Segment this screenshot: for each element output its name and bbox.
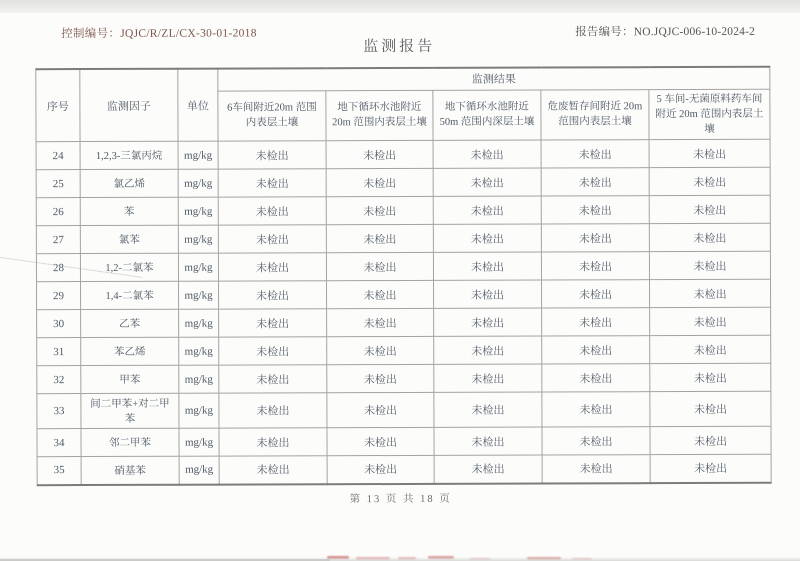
column-header-results-group: 监测结果 <box>218 67 770 91</box>
row-factor: 甲苯 <box>81 365 179 393</box>
row-unit: mg/kg <box>178 197 218 225</box>
result-cell: 未检出 <box>649 279 770 307</box>
result-cell: 未检出 <box>541 224 649 252</box>
result-cell: 未检出 <box>327 337 434 365</box>
result-cell: 未检出 <box>650 454 771 482</box>
table-row <box>37 426 771 456</box>
row-unit: mg/kg <box>178 253 218 281</box>
result-cell: 未检出 <box>649 139 770 167</box>
result-cell: 未检出 <box>649 223 770 251</box>
result-cell: 未检出 <box>326 169 433 197</box>
result-cell: 未检出 <box>219 281 327 309</box>
row-unit: mg/kg <box>178 169 218 197</box>
row-unit: mg/kg <box>179 337 219 365</box>
result-cell: 未检出 <box>542 455 650 483</box>
column-header-result-3: 地下循环水池附近 50m 范围内深层土壤 <box>433 90 541 141</box>
result-cell: 未检出 <box>542 364 650 392</box>
table-row <box>36 195 770 225</box>
result-cell: 未检出 <box>649 195 770 223</box>
table-row <box>37 363 771 393</box>
row-seq: 31 <box>37 338 81 366</box>
result-cell: 未检出 <box>327 428 434 456</box>
result-cell: 未检出 <box>433 252 541 280</box>
row-unit: mg/kg <box>179 456 219 484</box>
result-cell: 未检出 <box>650 335 771 363</box>
result-cell: 未检出 <box>218 225 326 253</box>
row-seq: 29 <box>37 282 81 310</box>
result-cell: 未检出 <box>434 308 542 336</box>
result-cell: 未检出 <box>326 141 433 169</box>
table-row <box>36 167 770 197</box>
page-number-indicator: 第 13 页 共 18 页 <box>349 493 452 506</box>
result-cell: 未检出 <box>327 309 434 337</box>
result-cell: 未检出 <box>326 253 433 281</box>
column-header-unit: 单位 <box>178 69 218 142</box>
table-row <box>37 391 771 428</box>
monitoring-results-table <box>35 66 771 486</box>
column-header-result-1: 6车间附近20m 范围内表层土壤 <box>218 90 326 141</box>
table-header-group-row <box>36 67 770 91</box>
result-cell: 未检出 <box>218 169 326 197</box>
result-cell: 未检出 <box>434 427 542 455</box>
result-cell: 未检出 <box>433 140 541 168</box>
row-seq: 35 <box>37 457 81 485</box>
result-cell: 未检出 <box>650 391 771 426</box>
row-factor: 邻二甲苯 <box>81 428 179 456</box>
control-number-value: JQJC/R/ZL/CX-30-01-2018 <box>120 27 257 40</box>
result-cell: 未检出 <box>542 427 650 455</box>
row-factor: 苯 <box>80 197 178 225</box>
result-cell: 未检出 <box>327 365 434 393</box>
table-row <box>36 223 770 253</box>
result-cell: 未检出 <box>649 251 770 279</box>
row-unit: mg/kg <box>178 141 218 169</box>
table-row <box>37 307 771 337</box>
table-row <box>36 251 770 281</box>
result-cell: 未检出 <box>219 456 327 484</box>
column-header-result-4: 危废暂存间附近 20m 范围内表层土壤 <box>541 89 649 140</box>
result-cell: 未检出 <box>327 393 434 428</box>
row-seq: 34 <box>37 429 81 457</box>
result-cell: 未检出 <box>327 456 434 484</box>
result-cell: 未检出 <box>541 280 649 308</box>
result-cell: 未检出 <box>541 140 649 168</box>
column-header-seq: 序号 <box>36 69 80 142</box>
result-cell: 未检出 <box>219 428 327 456</box>
result-cell: 未检出 <box>650 426 771 454</box>
result-cell: 未检出 <box>218 197 326 225</box>
result-cell: 未检出 <box>434 336 542 364</box>
row-factor: 乙苯 <box>81 309 179 337</box>
result-cell: 未检出 <box>219 337 327 365</box>
result-cell: 未检出 <box>650 363 771 391</box>
result-cell: 未检出 <box>326 197 433 225</box>
result-cell: 未检出 <box>542 392 650 427</box>
report-number-label: 报告编号： <box>575 26 634 39</box>
result-cell: 未检出 <box>434 392 542 427</box>
row-factor: 氯乙烯 <box>80 169 178 197</box>
row-factor: 氯苯 <box>80 225 178 253</box>
result-cell: 未检出 <box>434 280 542 308</box>
result-cell: 未检出 <box>219 365 327 393</box>
row-factor: 硝基苯 <box>81 456 179 484</box>
row-factor: 1,2,3-三氯丙烷 <box>80 141 178 169</box>
row-seq: 26 <box>36 198 80 226</box>
result-cell: 未检出 <box>541 196 649 224</box>
table-row <box>36 139 770 169</box>
row-seq: 32 <box>37 366 81 394</box>
row-seq: 30 <box>37 310 81 338</box>
row-factor: 1,2-二氯苯 <box>80 253 178 281</box>
result-cell: 未检出 <box>433 196 541 224</box>
result-cell: 未检出 <box>649 167 770 195</box>
row-seq: 25 <box>36 170 80 198</box>
table-row <box>37 279 771 309</box>
result-cell: 未检出 <box>327 281 434 309</box>
result-cell: 未检出 <box>541 252 649 280</box>
row-unit: mg/kg <box>179 393 219 428</box>
row-factor: 1,4-二氯苯 <box>81 281 179 309</box>
row-unit: mg/kg <box>179 365 219 393</box>
result-cell: 未检出 <box>542 336 650 364</box>
column-header-result-5: 5 车间-无菌原料药车间附近 20m 范围内表层土壤 <box>649 89 770 140</box>
row-factor: 苯乙烯 <box>81 337 179 365</box>
row-unit: mg/kg <box>179 428 219 456</box>
table-row <box>37 335 771 365</box>
row-unit: mg/kg <box>179 309 219 337</box>
row-seq: 28 <box>36 254 80 282</box>
row-unit: mg/kg <box>178 225 218 253</box>
result-cell: 未检出 <box>434 455 542 483</box>
result-cell: 未检出 <box>326 225 433 253</box>
result-cell: 未检出 <box>542 308 650 336</box>
column-header-result-2: 地下循环水池附近 20m 范围内表层土壤 <box>326 90 433 141</box>
result-cell: 未检出 <box>433 168 541 196</box>
result-cell: 未检出 <box>218 253 326 281</box>
row-seq: 24 <box>36 142 80 170</box>
row-unit: mg/kg <box>179 281 219 309</box>
table-row <box>37 454 771 484</box>
result-cell: 未检出 <box>218 141 326 169</box>
result-cell: 未检出 <box>433 224 541 252</box>
control-number-label: 控制编号： <box>61 27 121 41</box>
column-header-factor: 监测因子 <box>80 69 178 142</box>
result-cell: 未检出 <box>219 309 327 337</box>
row-factor: 间二甲苯+对二甲苯 <box>81 393 179 428</box>
result-cell: 未检出 <box>219 393 327 428</box>
row-seq: 27 <box>36 226 80 254</box>
row-seq: 33 <box>37 394 81 429</box>
result-cell: 未检出 <box>650 307 771 335</box>
page-title: 监测报告 <box>363 38 436 56</box>
report-number-value: NO.JQJC-006-10-2024-2 <box>633 25 756 39</box>
result-cell: 未检出 <box>541 168 649 196</box>
result-cell: 未检出 <box>434 364 542 392</box>
